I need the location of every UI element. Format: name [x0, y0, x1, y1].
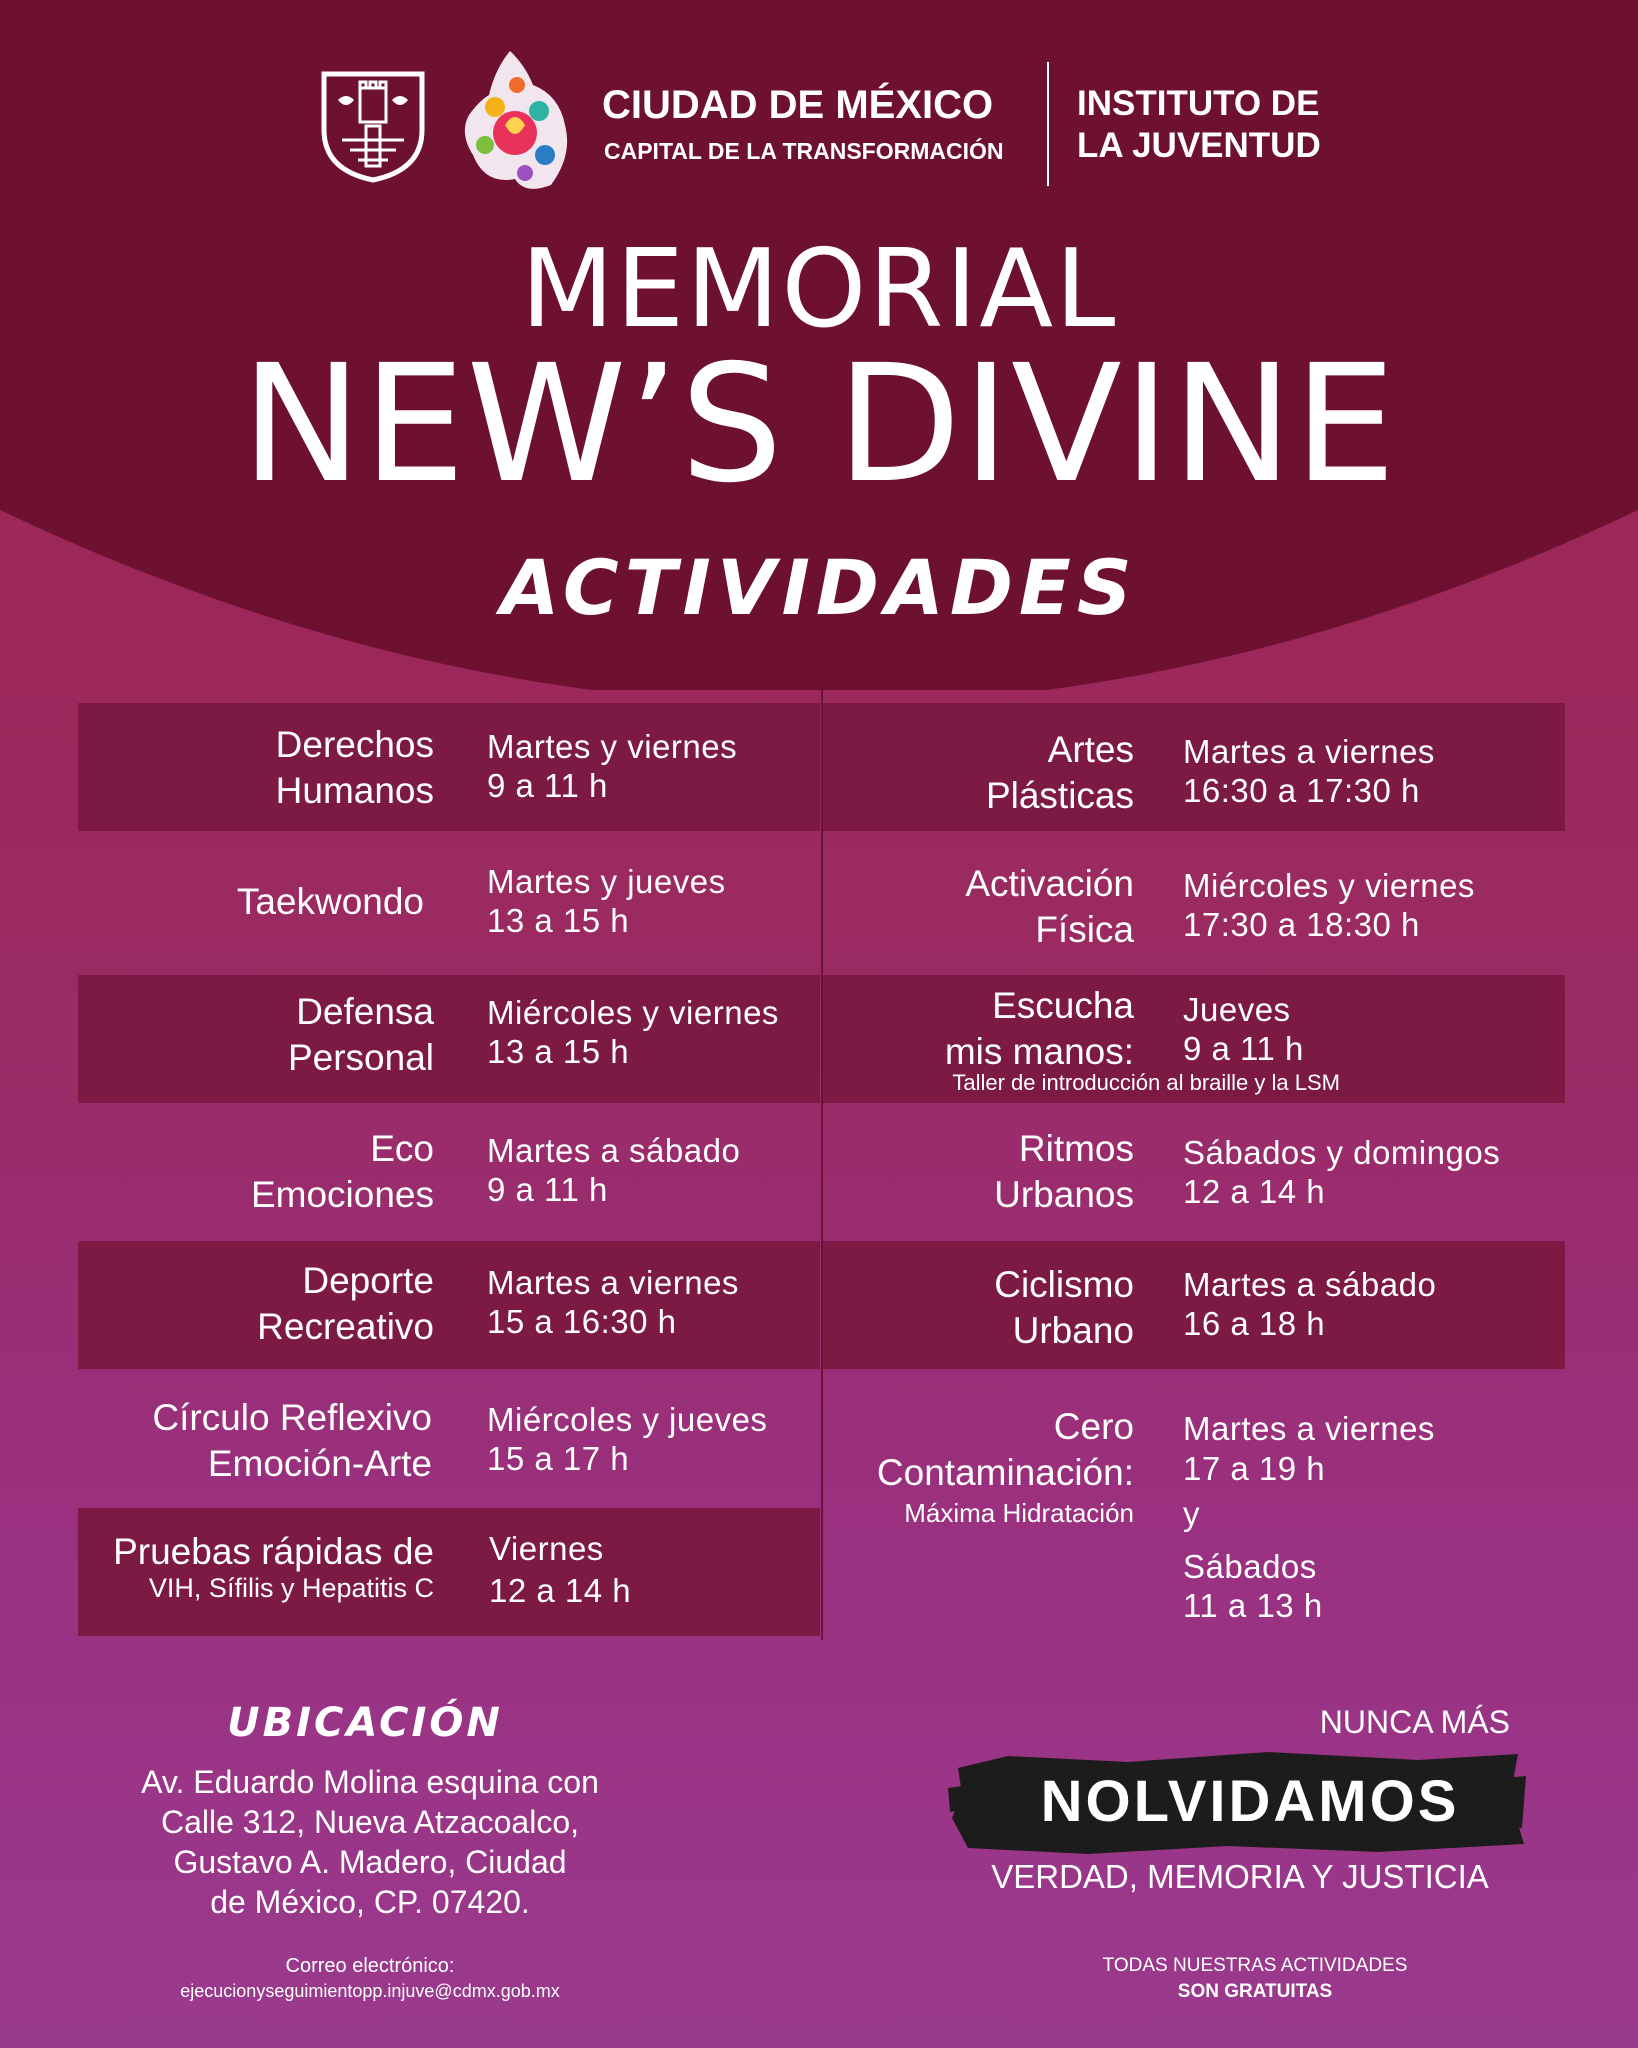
activity-schedule: Jueves 9 a 11 h [1183, 991, 1304, 1067]
activity-note: Máxima Hidratación [904, 1498, 1134, 1528]
slogan-main: NOLVIDAMOS [1040, 1769, 1460, 1834]
activity-name: Ciclismo Urbano [994, 1264, 1134, 1351]
activity-schedule: Martes a viernes 15 a 16:30 h [487, 1264, 739, 1340]
brand-title: CIUDAD DE MÉXICO [602, 83, 994, 127]
activity-name: Derechos Humanos [275, 724, 434, 811]
activity-schedule: Miércoles y viernes 17:30 a 18:30 h [1183, 867, 1475, 943]
slogan-top: NUNCA MÁS [1319, 1704, 1510, 1740]
activity-name: Artes Plásticas [985, 729, 1134, 816]
location-address: Av. Eduardo Molina esquina con Calle 312, Nueva Atzacoalco, Gustavo A. Madero, Ciudad de México, CP. 07420. [141, 1764, 599, 1920]
activity-name: Taekwondo [236, 881, 424, 922]
activity-schedule: Martes y jueves 13 a 15 h [487, 863, 726, 939]
activity-name: Escucha mis manos: [944, 985, 1134, 1072]
coat-of-arms-icon [320, 70, 426, 184]
activity-schedule: Martes a viernes 17 a 19 h [1183, 1410, 1435, 1487]
activity-name: Activación Física [965, 863, 1134, 950]
activity-schedule: Martes a sábado 9 a 11 h [487, 1132, 741, 1208]
cdmx-map-emblem-icon [455, 45, 575, 197]
activity-schedule: Miércoles y jueves 15 a 17 h [487, 1401, 768, 1477]
activity-note: Taller de introducción al braille y la LSM [952, 1070, 1340, 1095]
activity-schedule: Martes y viernes 9 a 11 h [487, 728, 738, 804]
activity-name: Deporte Recreativo [257, 1260, 434, 1347]
activity-name: Ritmos Urbanos [994, 1128, 1134, 1215]
institute-line2: LA JUVENTUD [1077, 126, 1321, 165]
activity-name: Defensa Personal [287, 991, 434, 1078]
column-divider [821, 690, 823, 1640]
activity-schedule: Martes a viernes 16:30 a 17:30 h [1183, 733, 1435, 809]
activity-note: VIH, Sífilis y Hepatitis C [148, 1573, 434, 1603]
activity-schedule: Viernes 12 a 14 h [489, 1530, 632, 1609]
schedule-conjunction: y [1183, 1495, 1200, 1532]
activity-name: Eco Emociones [250, 1128, 434, 1215]
title-memorial: MEMORIAL [520, 227, 1118, 352]
activity-schedule: Miércoles y viernes 13 a 15 h [487, 994, 779, 1070]
activity-name: Círculo Reflexivo Emoción-Arte [152, 1397, 432, 1484]
slogan-bottom: VERDAD, MEMORIA Y JUSTICIA [991, 1858, 1489, 1895]
activity-name: Pruebas rápidas de [113, 1531, 434, 1572]
email-label: Correo electrónico: [285, 1955, 455, 1977]
activity-name: Cero Contaminación: [876, 1406, 1134, 1493]
free-activities-line2: SON GRATUITAS [1177, 1981, 1333, 2002]
email-address: ejecucionyseguimientopp.injuve@cdmx.gob.mx [180, 1981, 560, 2001]
institute-line1: INSTITUTO DE [1077, 84, 1320, 123]
activity-schedule: Sábados 11 a 13 h [1183, 1548, 1323, 1624]
brand-subtitle: CAPITAL DE LA TRANSFORMACIÓN [604, 138, 1004, 164]
header-divider [1047, 62, 1049, 186]
activity-schedule: Martes a sábado 16 a 18 h [1183, 1266, 1437, 1342]
section-title-actividades: ACTIVIDADES [500, 543, 1138, 632]
title-news-divine: NEW’S DIVINE [240, 331, 1398, 519]
location-title: UBICACIÓN [227, 1700, 503, 1746]
free-activities-line1: TODAS NUESTRAS ACTIVIDADES [1102, 1955, 1408, 1976]
activity-schedule: Sábados y domingos 12 a 14 h [1183, 1134, 1501, 1210]
